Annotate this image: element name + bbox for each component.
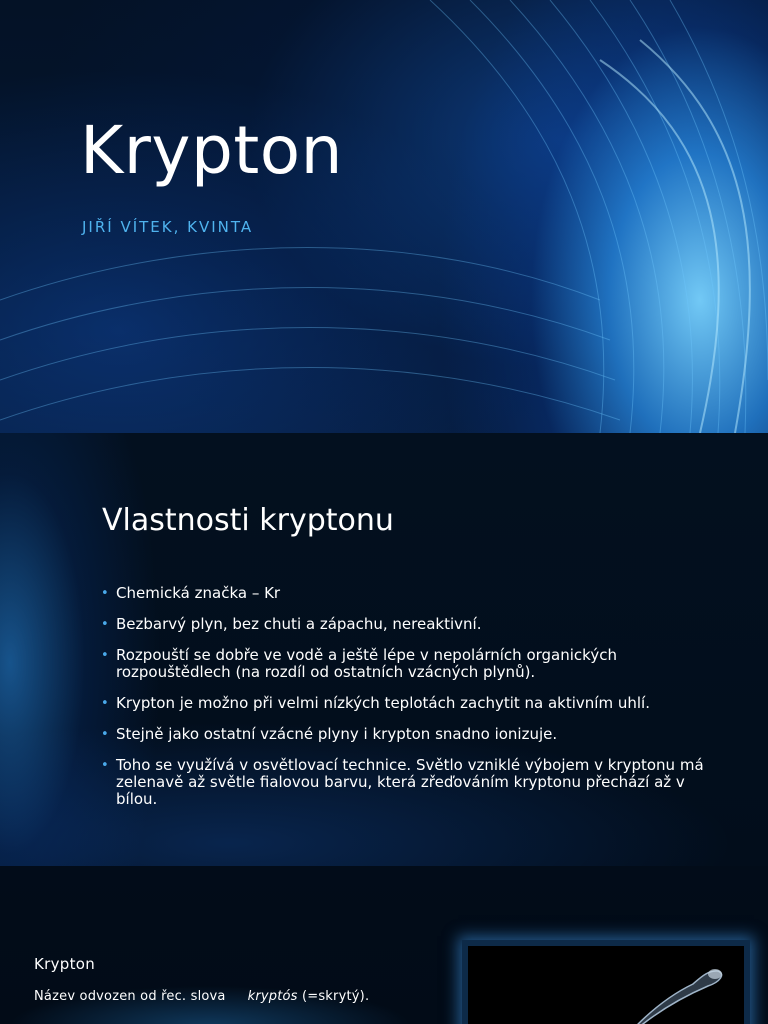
lamp-shape-icon xyxy=(468,946,732,1024)
list-item-text: Rozpouští se dobře ve vodě a ještě lépe v nepolárních organických rozpouštědlech (na rozdíl od ostatních vzácných plynů). xyxy=(116,646,617,681)
text-suffix: (=skrytý). xyxy=(297,989,370,1004)
list-item xyxy=(101,726,721,743)
list-item xyxy=(101,695,721,712)
slide-title: Krypton xyxy=(80,112,343,189)
list-item xyxy=(101,757,721,808)
bullet-icon: • xyxy=(101,648,109,663)
list-item-text: Krypton je možno při velmi nízkých teplotách zachytit na aktivním uhlí. xyxy=(116,694,650,712)
bullet-list xyxy=(101,585,721,822)
krypton-lamp-image xyxy=(462,940,750,1024)
slide-title: Vlastnosti kryptonu xyxy=(102,503,394,538)
list-item-text: Chemická značka – Kr xyxy=(116,584,281,602)
list-item-text: Stejně jako ostatní vzácné plyny i krypton snadno ionizuje. xyxy=(116,725,558,743)
etymology-slide xyxy=(0,866,768,1024)
text-prefix: Název odvozen od řec. slova xyxy=(34,989,226,1004)
list-item-text: Bezbarvý plyn, bez chuti a zápachu, nereaktivní. xyxy=(116,615,482,633)
list-item xyxy=(101,585,721,602)
bullet-icon: • xyxy=(101,696,109,711)
list-item xyxy=(101,616,721,633)
list-item-text: Toho se využívá v osvětlovací technice. Světlo vzniklé výbojem v kryptonu má zelenavě až světle fialovou barvu, která zřeďováním kryptonu přechází až v bílou. xyxy=(116,756,704,808)
slide-title: Krypton xyxy=(34,955,96,973)
slide-text xyxy=(34,989,369,1004)
title-slide xyxy=(0,0,768,433)
list-item xyxy=(101,647,721,681)
bullet-icon: • xyxy=(101,758,109,773)
greek-word: kryptós xyxy=(247,989,298,1004)
slide-subtitle: JIŘÍ VÍTEK, KVINTA xyxy=(82,218,254,236)
bullet-icon: • xyxy=(101,617,109,632)
bullet-icon: • xyxy=(101,727,109,742)
bullet-icon: • xyxy=(101,586,109,601)
properties-slide xyxy=(0,433,768,866)
tunnel-background xyxy=(0,0,768,433)
